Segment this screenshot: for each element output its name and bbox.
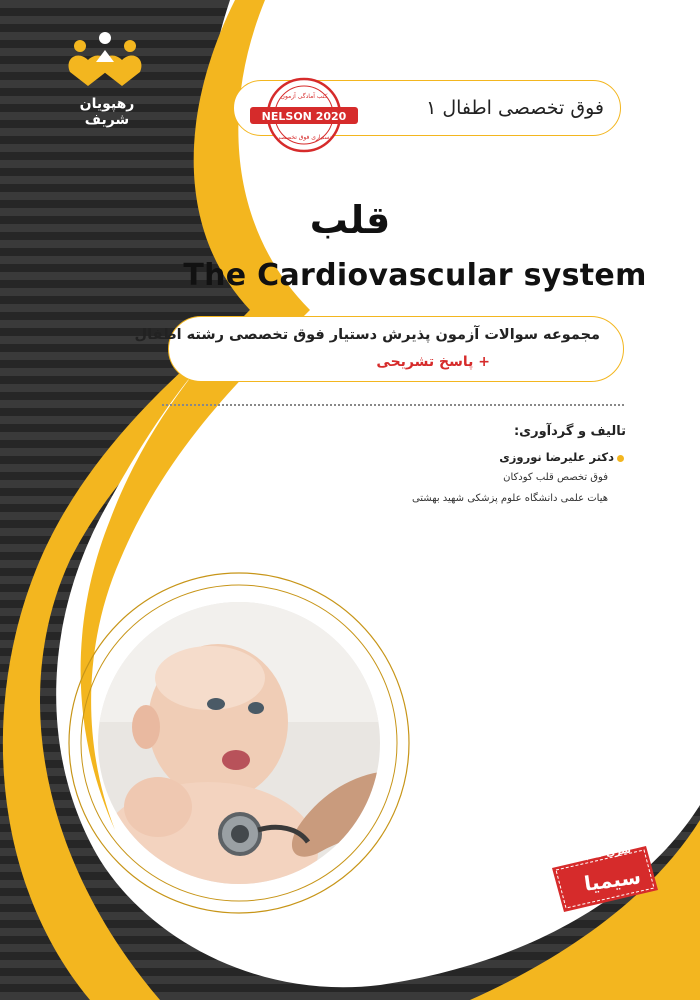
description-line-2: + پاسخ تشریحی bbox=[376, 354, 490, 370]
dotted-divider bbox=[162, 404, 624, 406]
author-affiliation: هیات علمی دانشگاه علوم پزشکی شهید بهشتی bbox=[411, 493, 608, 504]
title-english: The Cardiovascular system bbox=[183, 258, 647, 293]
description-line-1: مجموعه سوالات آزمون پذیرش دستیار فوق تخصصی رشته اطفال bbox=[134, 327, 600, 343]
description-pill bbox=[168, 316, 624, 382]
publisher-name: رهپویان شریف bbox=[79, 96, 135, 128]
seal-top-text: کتب آمادگی آزمون bbox=[280, 93, 328, 100]
series-title: فوق تخصصی اطفال ۱ bbox=[426, 97, 604, 119]
badge-small-text: سری کتب bbox=[581, 844, 632, 863]
seal-bottom-text: دستیاری فوق تخصصی bbox=[275, 134, 333, 141]
seal-center-text: NELSON 2020 bbox=[261, 110, 347, 123]
author-heading: تالیف و گردآوری: bbox=[513, 424, 626, 439]
badge-big-text: سیمیا bbox=[582, 864, 643, 896]
author-title: فوق تخصص قلب کودکان bbox=[503, 472, 608, 483]
bullet-dot-icon bbox=[617, 455, 624, 462]
baby-stethoscope-photo bbox=[98, 602, 380, 884]
hearts-people-logo-icon bbox=[69, 32, 142, 86]
title-persian: قلب bbox=[309, 198, 391, 242]
author-name: دکتر علیرضا نوروزی bbox=[499, 450, 614, 464]
nelson-seal-icon bbox=[248, 73, 360, 158]
